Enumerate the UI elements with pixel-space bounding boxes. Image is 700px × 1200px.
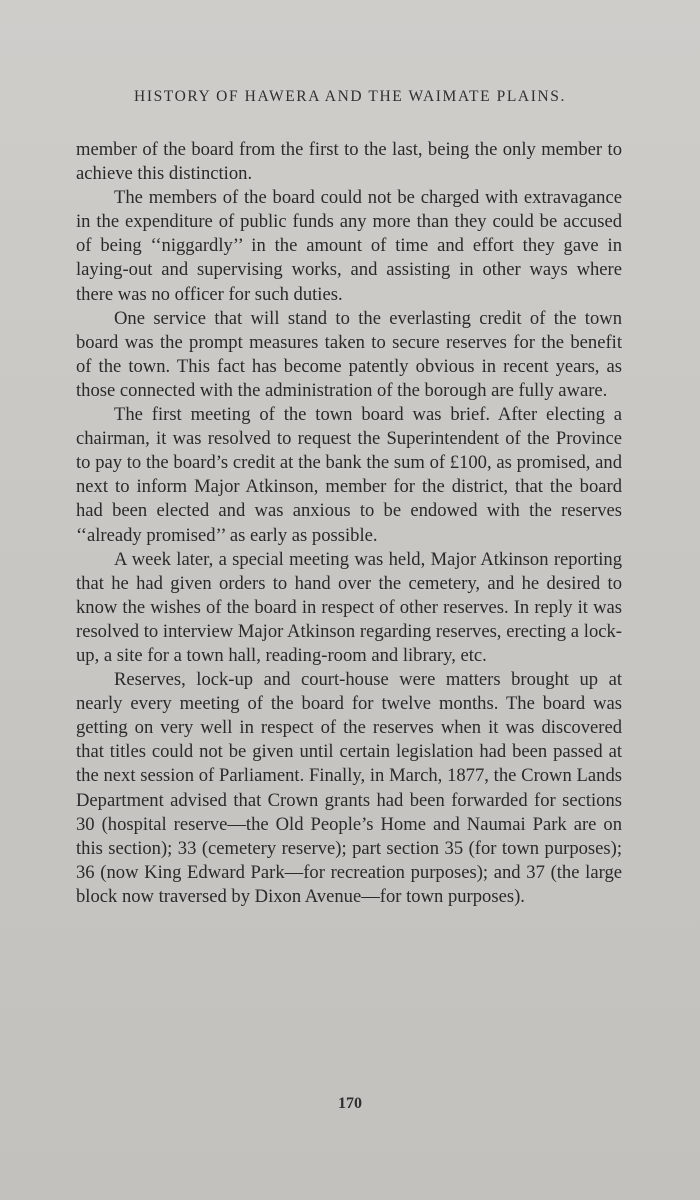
paragraph-continued: member of the board from the first to the last, being the only member to achieve this distinction.	[76, 139, 622, 185]
page-number: 170	[338, 1095, 362, 1112]
paragraph-reserves-service: One service that will stand to the everlasting credit of the town board was the prompt measures taken to secure reserves for the benefit of the town. This fact has become patently obvious in recent years, as those connected with the administration of the borough are fully aware.	[76, 307, 622, 401]
body-text	[76, 138, 622, 909]
running-head: HISTORY OF HAWERA AND THE WAIMATE PLAINS.	[134, 88, 566, 105]
paragraph-board-members: The members of the board could not be charged with extravagance in the expenditure of public funds any more than they could be accused of being ‘‘niggardly’’ in the amount of time and effort they gave in laying-out and supervising works, and assisting in other ways where there was no officer for such duties.	[76, 187, 622, 305]
paragraph-first-meeting: The first meeting of the town board was brief. After electing a chairman, it was resolved to request the Superintendent of the Province to pay to the board’s credit at the bank the sum of £100, as promised, and next to inform Major Atkinson, member for the district, that the board had been elected and was anxious to be endowed with the reserves ‘‘already promised’’ as early as possible.	[76, 404, 622, 546]
paragraph-special-meeting: A week later, a special meeting was held, Major Atkinson reporting that he had given orders to hand over the cemetery, and he desired to know the wishes of the board in respect of other reserves. In reply it was resolved to interview Major Atkinson regarding reserves, erecting a lock-up, a site for a town hall, reading-room and library, etc.	[76, 548, 622, 666]
paragraph-crown-grants: Reserves, lock-up and court-house were matters brought up at nearly every meeting of the board for twelve months. The board was getting on very well in respect of the reserves when it was discovered that titles could not be given until certain legislation had been passed at the next session of Parliament. Finally, in March, 1877, the Crown Lands Department advised that Crown grants had been forwarded for sections 30 (hospital reserve—the Old People’s Home and Naumai Park are on this section); 33 (cemetery reserve); part section 35 (for town purposes); 36 (now King Edward Park—for recreation purposes); and 37 (the large block now traversed by Dixon Avenue—for town purposes).	[76, 669, 622, 907]
